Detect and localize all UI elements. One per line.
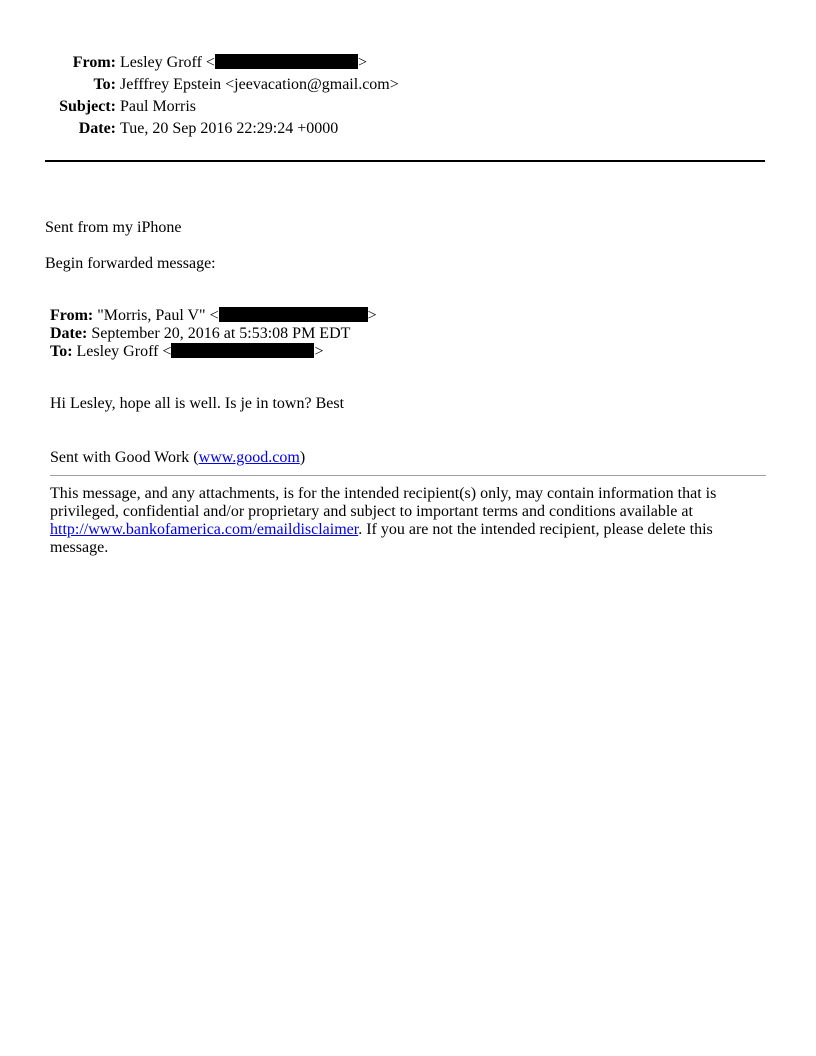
forwarded-from-close: > bbox=[367, 307, 377, 324]
header-from-open-bracket: < bbox=[205, 54, 215, 71]
disclaimer-text-before: This message, and any attachments, is for the intended recipient(s) only, may contain information that is privileged, confidential and/or proprietary and subject to important terms and conditions available at bbox=[50, 485, 717, 520]
header-to-row bbox=[0, 76, 399, 94]
header-to-label: To: bbox=[93, 76, 116, 93]
sent-with-line bbox=[50, 449, 305, 467]
forwarded-date-row bbox=[50, 325, 350, 343]
disclaimer-text-after: . If you are not the intended recipient, please delete this message. bbox=[50, 521, 713, 556]
header-date-row bbox=[0, 120, 338, 138]
disclaimer-text bbox=[50, 485, 766, 557]
header-subject-value: Paul Morris bbox=[120, 98, 196, 115]
forwarded-to-close: > bbox=[314, 343, 324, 360]
forwarded-from-value: "Morris, Paul V" < bbox=[97, 307, 219, 324]
forwarded-date-value: September 20, 2016 at 5:53:08 PM EDT bbox=[91, 325, 351, 342]
forwarded-from-row bbox=[50, 307, 377, 325]
forwarded-to-label: To: bbox=[50, 343, 73, 360]
header-divider bbox=[45, 160, 765, 162]
forwarded-to-value: Lesley Groff < bbox=[76, 343, 172, 360]
sent-with-suffix: ) bbox=[299, 449, 306, 466]
disclaimer-divider bbox=[50, 475, 766, 476]
redaction-box bbox=[171, 343, 314, 358]
header-from-row bbox=[0, 54, 367, 72]
forwarded-date-label: Date: bbox=[50, 325, 88, 342]
begin-forwarded-line: Begin forwarded message: bbox=[45, 255, 216, 272]
header-date-value: Tue, 20 Sep 2016 22:29:24 +0000 bbox=[120, 120, 339, 137]
header-subject-label: Subject: bbox=[59, 98, 116, 115]
sent-with-prefix: Sent with Good Work ( bbox=[50, 449, 199, 466]
good-work-link[interactable]: www.good.com bbox=[198, 449, 300, 466]
sent-from-line: Sent from my iPhone bbox=[45, 219, 182, 236]
forwarded-message-text: Hi Lesley, hope all is well. Is je in town? Best bbox=[50, 395, 345, 412]
header-date-label: Date: bbox=[78, 120, 116, 137]
header-from-close-bracket: > bbox=[357, 54, 367, 71]
header-from-name: Lesley Groff bbox=[120, 54, 202, 71]
header-from-label: From: bbox=[72, 54, 116, 71]
redaction-box bbox=[219, 307, 368, 322]
redaction-box bbox=[215, 54, 358, 69]
forwarded-to-row bbox=[50, 343, 323, 361]
forwarded-from-label: From: bbox=[50, 307, 94, 324]
header-subject-row bbox=[0, 98, 196, 116]
header-to-value: Jefffrey Epstein <jeevacation@gmail.com> bbox=[120, 76, 399, 93]
disclaimer-link[interactable]: http://www.bankofamerica.com/emaildisclaimer bbox=[50, 521, 359, 538]
